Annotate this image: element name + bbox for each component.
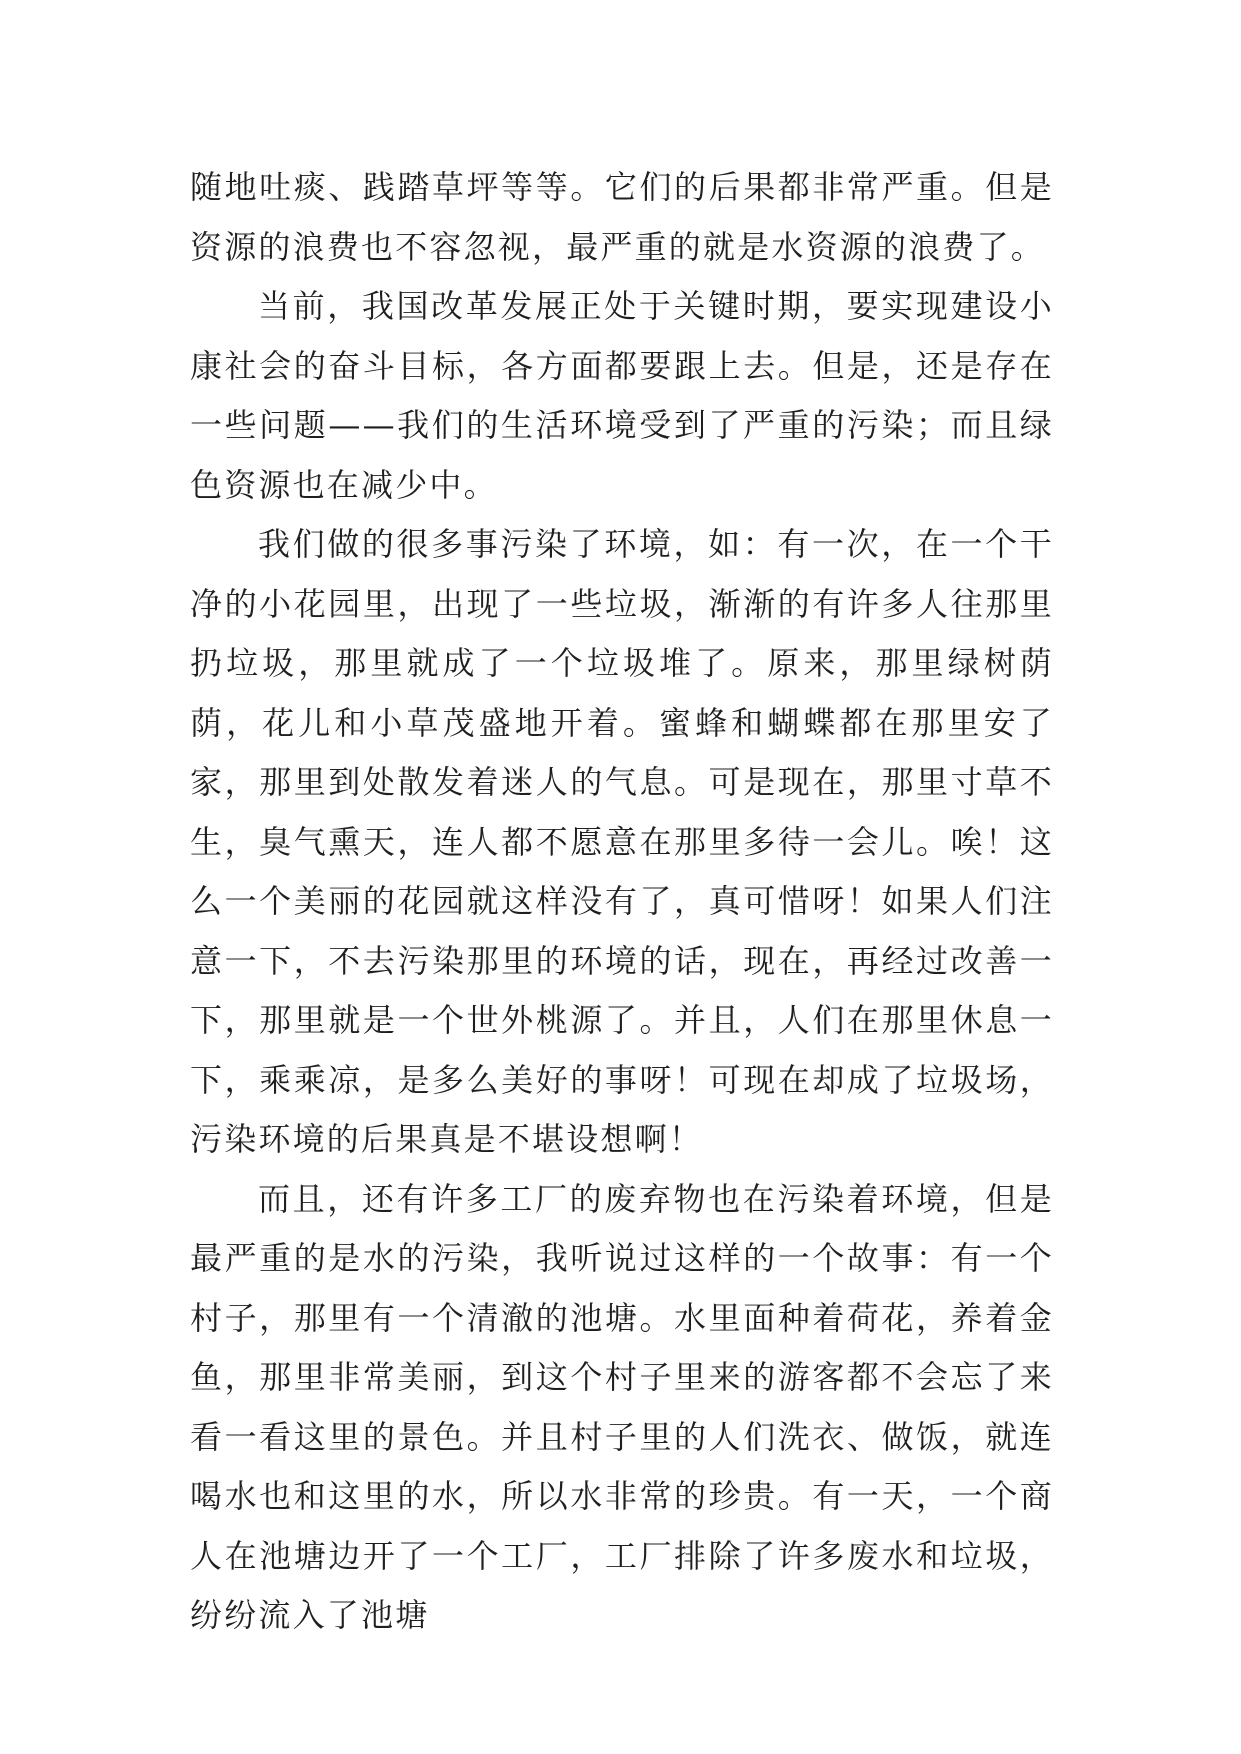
document-body bbox=[190, 158, 1054, 1646]
paragraph-3: 我们做的很多事污染了环境，如：有一次，在一个干净的小花园里，出现了一些垃圾，渐渐的有许多人往那里扔垃圾，那里就成了一个垃圾堆了。原来，那里绿树荫荫，花儿和小草茂盛地开着。蜜蜂和蝴蝶都在那里安了家，那里到处散发着迷人的气息。可是现在，那里寸草不生，臭气熏天，连人都不愿意在那里多待一会儿。唉！这么一个美丽的花园就这样没有了，真可惜呀！如果人们注意一下，不去污染那里的环境的话，现在，再经过改善一下，那里就是一个世外桃源了。并且，人们在那里休息一下，乘乘凉，是多么美好的事呀！可现在却成了垃圾场，污染环境的后果真是不堪设想啊！ bbox=[190, 525, 1054, 1158]
paragraph-4: 而且，还有许多工厂的废弃物也在污染着环境，但是最严重的是水的污染，我听说过这样的一个故事：有一个村子，那里有一个清澈的池塘。水里面种着荷花，养着金鱼，那里非常美丽，到这个村子里来的游客都不会忘了来看一看这里的景色。并且村子里的人们洗衣、做饭，就连喝水也和这里的水，所以水非常的珍贵。有一天，一个商人在池塘边开了一个工厂，工厂排除了许多废水和垃圾，纷纷流入了池塘 bbox=[190, 1179, 1054, 1634]
paragraph-1: 随地吐痰、践踏草坪等等。它们的后果都非常严重。但是资源的浪费也不容忽视，最严重的就是水资源的浪费了。 bbox=[190, 168, 1054, 266]
paragraph-2: 当前，我国改革发展正处于关键时期，要实现建设小康社会的奋斗目标，各方面都要跟上去。但是，还是存在一些问题——我们的生活环境受到了严重的污染；而且绿色资源也在减少中。 bbox=[190, 287, 1054, 504]
